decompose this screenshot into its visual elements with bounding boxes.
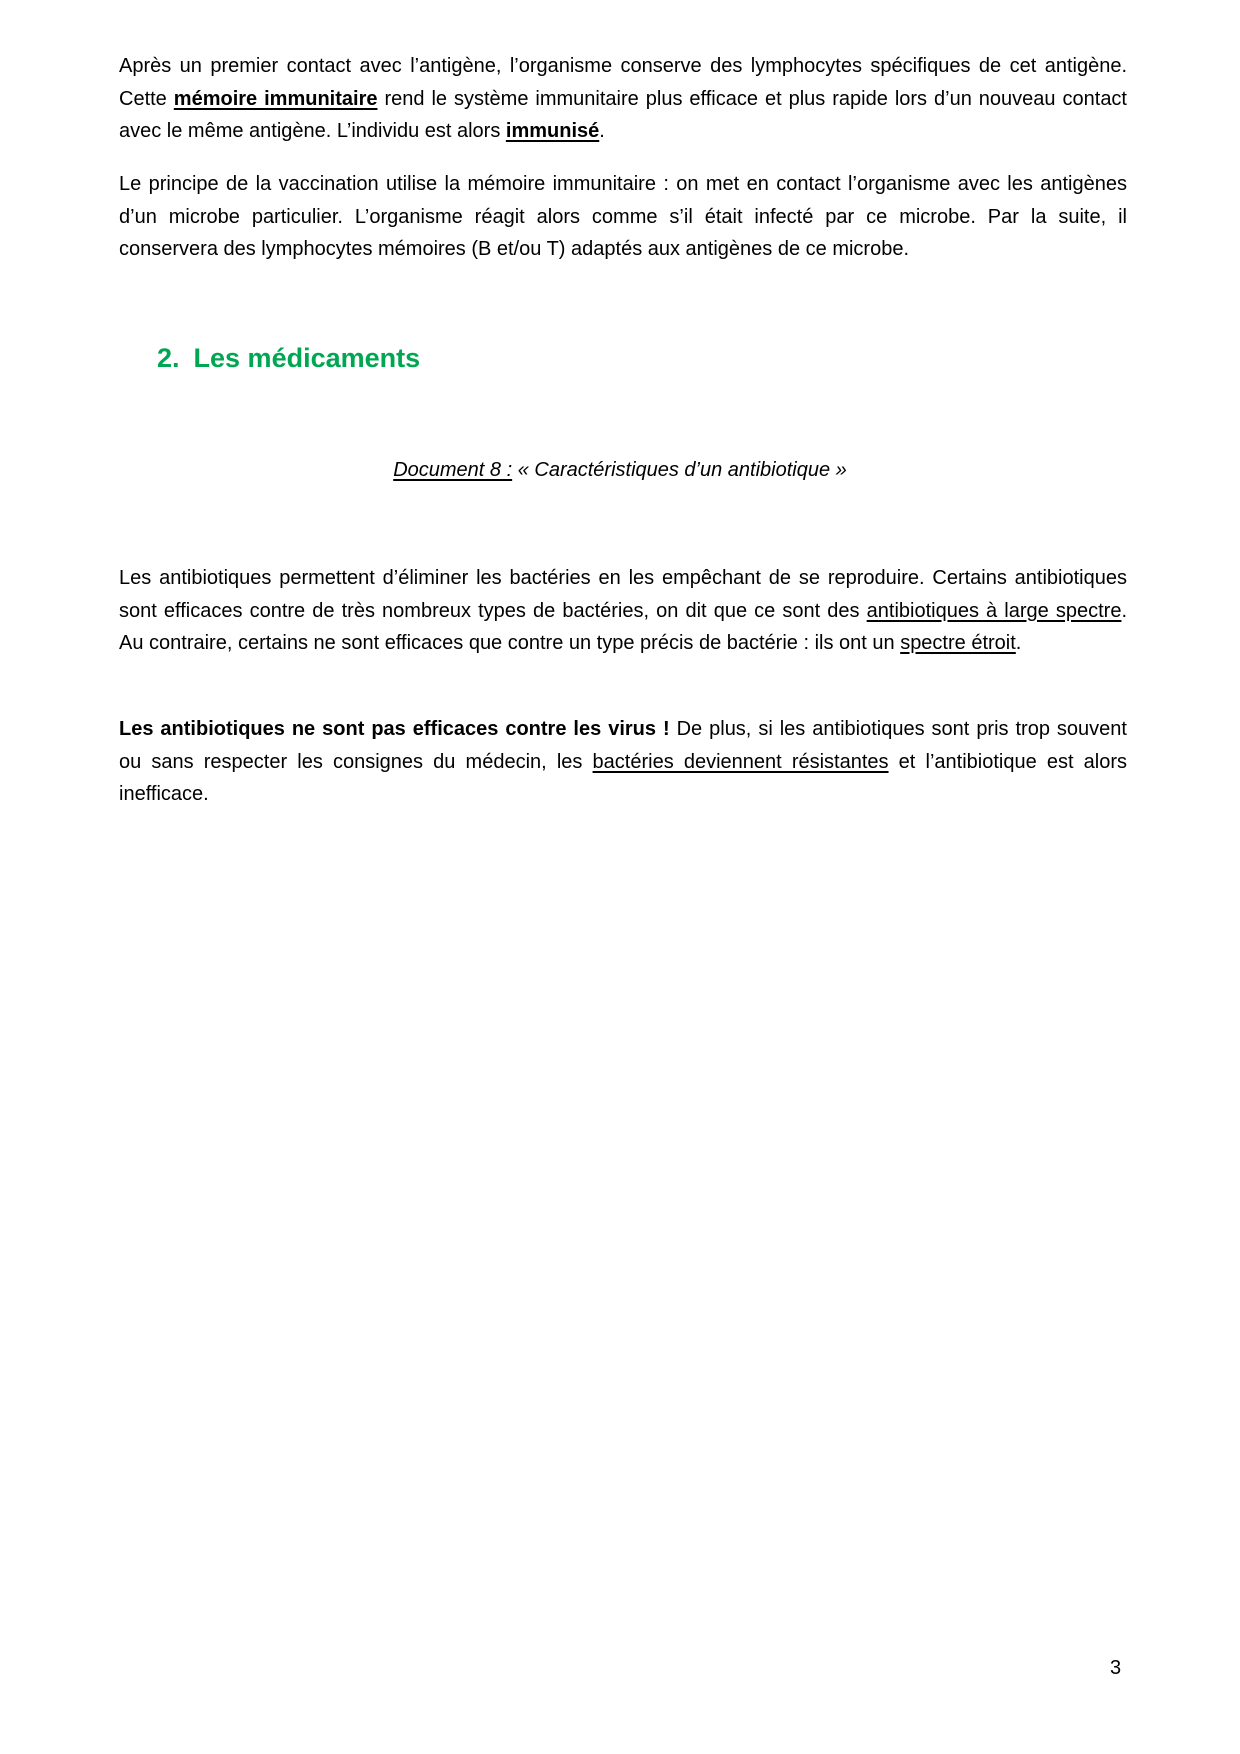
- paragraph4-text-b: et l’antibiotique est alors inefficace.: [119, 750, 1127, 805]
- paragraph1-text-c: .: [599, 120, 605, 142]
- paragraph4-text-a: De plus, si les antibiotiques sont pris trop souvent ou sans respecter les consignes du médecin, les: [119, 718, 1127, 773]
- term-memoire-immunitaire: mémoire immunitaire: [173, 87, 378, 110]
- paragraph1-text-a: Après un premier contact avec l’antigène, l’organisme conserve des lymphocytes spécifiques de cet antigène. Cette: [119, 55, 1127, 110]
- section-heading: [157, 340, 420, 376]
- term-spectre-etroit: spectre étroit: [900, 632, 1016, 654]
- section-title: Les médicaments: [193, 343, 421, 373]
- warning-virus: Les antibiotiques ne sont pas efficaces contre les virus !: [119, 718, 670, 740]
- document-caption: « Caractéristiques d’un antibiotique »: [512, 459, 847, 481]
- term-large-spectre: antibiotiques à large spectre: [866, 599, 1122, 622]
- paragraph3-text-c: .: [1015, 632, 1022, 654]
- paragraph3-text-b: . Au contraire, certains ne sont efficaces que contre un type précis de bactérie : ils ont un: [119, 599, 1128, 654]
- paragraph3-text-a: Les antibiotiques permettent d’éliminer les bactéries en les empêchant de se reproduire. Certains antibiotiques sont efficaces contre de très nombreux types de bactéries, on dit que ce sont des: [119, 567, 1127, 622]
- document-label: Document 8 :: [393, 459, 513, 481]
- paragraph-memoire-immunitaire: [119, 50, 1127, 148]
- document-title: [0, 455, 1240, 485]
- page-number: 3: [1110, 1657, 1122, 1679]
- paragraph-antibiotiques: [119, 562, 1127, 660]
- section-number: 2.: [157, 343, 180, 373]
- term-immunise: immunisé: [505, 120, 600, 142]
- term-bacteries-resistantes: bactéries deviennent résistantes: [592, 750, 889, 773]
- paragraph-vaccination: Le principe de la vaccination utilise la mémoire immunitaire : on met en contact l’organisme avec les antigènes d’un microbe particulier. L’organisme réagit alors comme s’il était infecté par ce microbe. Par la suite, il conservera des lymphocytes mémoires (B et/ou T) adaptés aux antigènes de ce microbe.: [119, 173, 1127, 260]
- paragraph1-text-b: rend le système immunitaire plus efficace et plus rapide lors d’un nouveau contact avec le même antigène. L’individu est alors: [119, 87, 1127, 142]
- paragraph-resistance: [119, 713, 1127, 811]
